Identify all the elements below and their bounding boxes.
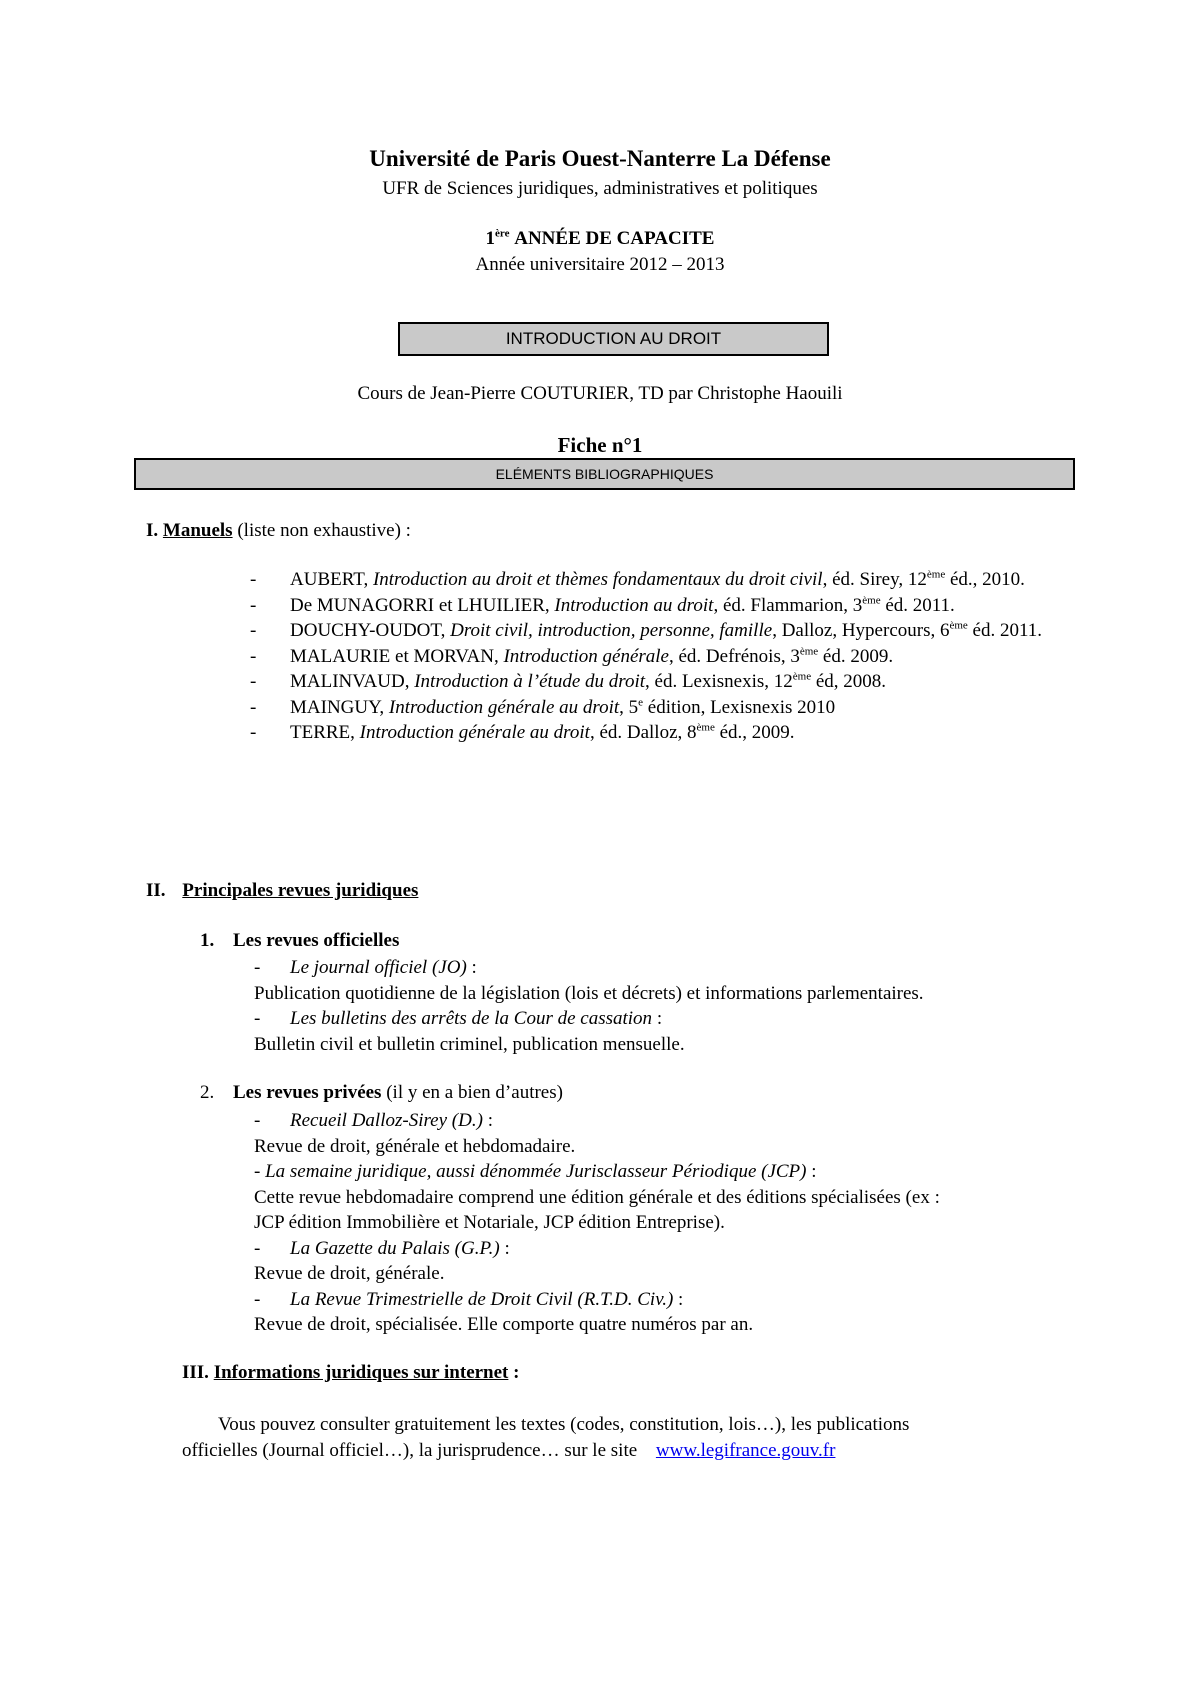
sub2-item4-desc: Revue de droit, spécialisée. Elle comporte quatre numéros par an.: [254, 1314, 754, 1335]
section3-num: III.: [182, 1362, 209, 1383]
sub2-item3-desc: Revue de droit, générale.: [254, 1263, 445, 1284]
section3-line2: officielles (Journal officiel…), la jurisprudence… sur le site www.legifrance.gouv.fr: [182, 1439, 836, 1461]
section3-line1: Vous pouvez consulter gratuitement les textes (codes, constitution, lois…), les publications: [218, 1414, 910, 1435]
sub2-item2-desc2: JCP édition Immobilière et Notariale, JCP édition Entreprise).: [254, 1212, 725, 1233]
fiche-subtitle-box: [134, 458, 1075, 490]
academic-year: Année universitaire 2012 – 2013: [475, 254, 725, 275]
course-teachers: Cours de Jean-Pierre COUTURIER, TD par Christophe Haouili: [357, 383, 843, 404]
manuals-list: [250, 567, 1055, 746]
sub2-note: (il y en a bien d’autres): [381, 1082, 563, 1103]
list-item: - TERRE, Introduction générale au droit, éd. Dalloz, 8ème éd., 2009.: [250, 721, 795, 743]
course-title-box: [398, 322, 829, 356]
list-item: - MAINGUY, Introduction générale au droit, 5e édition, Lexisnexis 2010: [250, 696, 836, 718]
section3-paragraph: [182, 1412, 1062, 1463]
list-item: - De MUNAGORRI et LHUILIER, Introduction au droit, éd. Flammarion, 3ème éd. 2011.: [250, 594, 955, 616]
sub2-item3: - La Gazette du Palais (G.P.) :: [254, 1237, 510, 1259]
fiche-title: Fiche n°1: [557, 433, 643, 457]
year-number: 1: [485, 228, 496, 249]
section1-heading: [146, 520, 411, 542]
sub1-item2: - Les bulletins des arrêts de la Cour de cassation :: [254, 1008, 663, 1029]
fiche-subtitle: ELÉMENTS BIBLIOGRAPHIQUES: [495, 466, 714, 482]
section3-heading: [182, 1362, 519, 1384]
section1-title: Manuels: [162, 520, 233, 541]
list-item: - DOUCHY-OUDOT, Droit civil, introduction, personne, famille, Dalloz, Hypercours, 6ème éd. 2011.: [250, 619, 1043, 641]
sub2-item1-desc: Revue de droit, générale et hebdomadaire.: [254, 1135, 576, 1157]
sub1-item1: - Le journal officiel (JO) :: [254, 957, 477, 978]
section1-note: (liste non exhaustive) :: [232, 520, 411, 541]
ufr-subtitle: UFR de Sciences juridiques, administratives et politiques: [382, 178, 818, 199]
section3-title: Informations juridiques sur internet: [213, 1362, 509, 1383]
sub2-item1: - Recueil Dalloz-Sirey (D.) :: [254, 1110, 493, 1131]
sub1-heading: [200, 930, 399, 952]
legifrance-link[interactable]: www.legifrance.gouv.fr: [655, 1439, 836, 1461]
sub2-heading: [200, 1082, 563, 1104]
sub1-item1-desc: Publication quotidienne de la législation (lois et décrets) et informations parlementaires.: [254, 982, 924, 1004]
sub1-item2-desc: Bulletin civil et bulletin criminel, publication mensuelle.: [254, 1033, 685, 1055]
sub1-num: 1.: [200, 930, 215, 951]
course-title: INTRODUCTION AU DROIT: [505, 329, 722, 348]
year-heading: [0, 228, 1200, 250]
section2-num: II.: [146, 880, 166, 901]
list-item: - AUBERT, Introduction au droit et thèmes fondamentaux du droit civil, éd. Sirey, 12ème éd., 2010.: [250, 568, 1025, 590]
sub2-item4: - La Revue Trimestrielle de Droit Civil (R.T.D. Civ.) :: [254, 1288, 684, 1310]
sub2-body: [254, 1108, 1074, 1338]
sub2-item2: - La semaine juridique, aussi dénommée Jurisclasseur Périodique (JCP) :: [254, 1161, 817, 1182]
university-title: Université de Paris Ouest-Nanterre La Défense: [369, 146, 831, 171]
year-label: ANNÉE DE CAPACITE: [514, 228, 715, 249]
section1-num: I.: [146, 520, 159, 541]
section2-heading: [146, 880, 418, 902]
list-item: - MALINVAUD, Introduction à l’étude du droit, éd. Lexisnexis, 12ème éd, 2008.: [250, 670, 887, 692]
sub1-body: [254, 955, 1074, 1057]
sub1-title: Les revues officielles: [233, 930, 400, 951]
sub2-title: Les revues privées: [233, 1082, 382, 1103]
section2-title: Principales revues juridiques: [182, 880, 419, 901]
sub2-num: 2.: [200, 1082, 215, 1103]
section3-colon: :: [508, 1362, 520, 1383]
sub2-item2-desc1: Cette revue hebdomadaire comprend une édition générale et des éditions spécialisées (ex :: [254, 1186, 940, 1208]
year-sup: ère: [495, 227, 510, 240]
list-item: - MALAURIE et MORVAN, Introduction générale, éd. Defrénois, 3ème éd. 2009.: [250, 645, 894, 667]
